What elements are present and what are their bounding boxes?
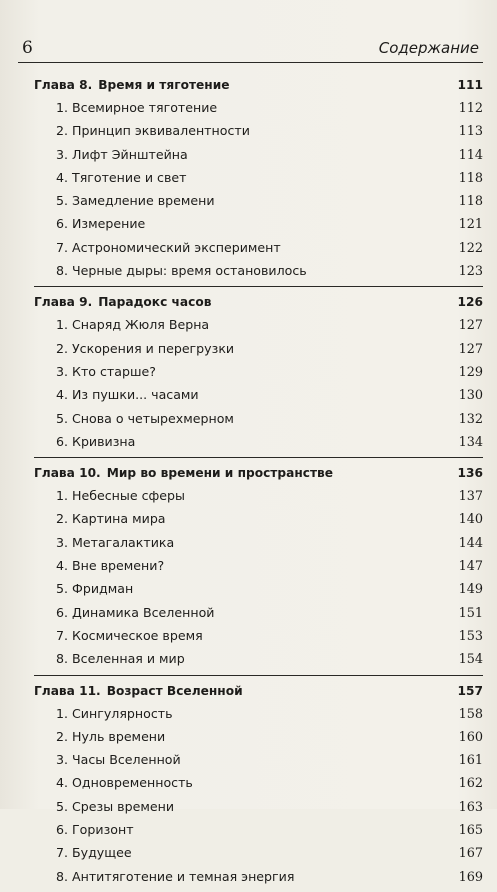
entry-number: 1. — [55, 100, 68, 115]
entry-title: Картина мира — [72, 511, 166, 527]
dot-leader — [168, 511, 457, 524]
entry-number: 7. — [55, 627, 68, 643]
dot-leader — [135, 581, 456, 594]
toc-entry[interactable] — [34, 407, 483, 430]
entry-title: Небесные сферы — [72, 488, 185, 504]
entry-number: 8. — [55, 263, 68, 279]
entry-number: 3. — [55, 146, 68, 162]
dot-leader — [309, 262, 457, 275]
entry-page-number: 113 — [458, 124, 483, 140]
entry-page-number: 154 — [458, 652, 483, 668]
chapter-block — [34, 675, 483, 892]
entry-page-number: 129 — [458, 364, 483, 380]
dot-leader — [201, 387, 457, 400]
entry-title: Из пушки... часами — [72, 387, 199, 403]
entry-page-number: 161 — [458, 753, 483, 769]
chapter-label: Глава 10. — [34, 466, 101, 481]
entry-page-number: 153 — [458, 628, 483, 644]
entry-number: 7. — [55, 845, 68, 861]
dot-leader — [147, 216, 456, 229]
entry-title: Тяготение и свет — [72, 169, 187, 185]
dot-leader — [205, 627, 457, 640]
table-of-contents — [34, 70, 483, 892]
entry-title: Кривизна — [72, 433, 136, 449]
toc-entry[interactable] — [34, 166, 483, 189]
toc-entry[interactable] — [34, 577, 483, 600]
entry-number: 4. — [55, 169, 68, 185]
entry-number: 1. — [55, 488, 68, 504]
entry-number: 2. — [55, 511, 68, 527]
chapter-title: Время и тяготение — [98, 78, 230, 92]
dot-leader — [335, 465, 456, 477]
entry-title: Вне времени? — [72, 558, 165, 574]
toc-entry[interactable] — [34, 771, 483, 794]
entry-number: 5. — [55, 193, 68, 209]
chapter-heading[interactable] — [34, 676, 483, 702]
toc-entry[interactable] — [34, 841, 483, 864]
entry-page-number: 132 — [458, 411, 483, 427]
toc-entry[interactable] — [34, 383, 483, 406]
entry-number: 4. — [55, 387, 68, 403]
dot-leader — [187, 488, 457, 501]
entry-title: Динамика Вселенной — [72, 604, 215, 620]
toc-entry[interactable] — [34, 236, 483, 259]
entry-number: 6. — [55, 604, 68, 620]
dot-leader — [232, 77, 456, 89]
toc-entry[interactable] — [34, 725, 483, 748]
entry-title: Вселенная и мир — [72, 651, 185, 667]
entry-page-number: 160 — [458, 729, 483, 745]
entry-number: 5. — [55, 581, 68, 597]
entry-number: 6. — [55, 216, 68, 232]
entry-title: Астрономический эксперимент — [72, 239, 281, 255]
entry-page-number: 163 — [458, 799, 483, 815]
dot-leader — [252, 123, 457, 136]
toc-entry[interactable] — [34, 189, 483, 212]
entry-number: 1. — [55, 317, 68, 333]
entry-page-number: 158 — [458, 706, 483, 722]
entry-page-number: 134 — [458, 434, 483, 450]
entry-title: Космическое время — [72, 627, 203, 643]
entry-page-number: 112 — [458, 101, 483, 116]
toc-entry[interactable] — [34, 601, 483, 624]
entry-number: 6. — [55, 433, 68, 449]
entry-title: Часы Вселенной — [72, 752, 181, 768]
chapter-title: Мир во времени и пространстве — [106, 466, 334, 481]
toc-entry[interactable] — [34, 313, 483, 336]
chapter-heading[interactable] — [34, 70, 483, 96]
toc-entry[interactable] — [34, 647, 483, 670]
entry-number: 2. — [55, 340, 68, 356]
entry-page-number: 144 — [458, 535, 483, 551]
entry-page-number: 149 — [458, 582, 483, 598]
entry-number: 3. — [55, 363, 68, 379]
entry-number: 2. — [55, 123, 68, 139]
entry-title: Лифт Эйнштейна — [72, 146, 188, 162]
entry-title: Снова о четырехмерном — [72, 410, 234, 426]
entry-number: 7. — [55, 239, 68, 255]
entry-number: 2. — [55, 728, 68, 744]
entry-title: Горизонт — [72, 822, 134, 838]
toc-entry[interactable] — [34, 795, 483, 818]
dot-leader — [183, 752, 457, 765]
chapter-block — [34, 457, 483, 674]
dot-leader — [158, 363, 457, 376]
running-title: Содержание — [378, 39, 479, 57]
entry-title: Срезы времени — [72, 798, 175, 814]
entry-title: Черные дыры: время остановилось — [72, 263, 307, 279]
entry-title: Будущее — [72, 845, 132, 861]
dot-leader — [166, 557, 456, 570]
header-rule — [18, 62, 483, 63]
entry-title: Снаряд Жюля Верна — [72, 317, 210, 333]
entry-title: Кто старше? — [72, 363, 156, 379]
entry-number: 5. — [55, 798, 68, 814]
entry-title: Антитяготение и темная энергия — [72, 868, 295, 884]
dot-leader — [190, 146, 457, 159]
dot-leader — [134, 845, 457, 858]
chapter-title: Возраст Вселенной — [106, 683, 243, 698]
toc-entry[interactable] — [34, 531, 483, 554]
entry-number: 6. — [55, 822, 68, 838]
dot-leader — [217, 193, 457, 206]
entry-number: 5. — [55, 410, 68, 426]
page-header — [22, 38, 483, 60]
entry-number: 1. — [55, 705, 68, 721]
entry-page-number: 140 — [458, 512, 483, 528]
entry-title: Замедление времени — [72, 193, 215, 209]
chapter-label: Глава 9. — [34, 295, 93, 310]
dot-leader — [219, 99, 456, 112]
dot-leader — [245, 682, 456, 694]
chapter-heading[interactable] — [34, 287, 483, 313]
toc-entry[interactable] — [34, 507, 483, 530]
entry-title: Всемирное тяготение — [72, 100, 218, 115]
entry-title: Метагалактика — [72, 534, 175, 550]
entry-page-number: 127 — [458, 318, 483, 334]
entry-title: Ускорения и перегрузки — [72, 340, 235, 356]
toc-entry[interactable] — [34, 748, 483, 771]
toc-entry[interactable] — [34, 702, 483, 725]
chapter-title: Парадокс часов — [98, 295, 212, 310]
entry-page-number: 167 — [458, 846, 483, 862]
entry-page-number: 165 — [458, 823, 483, 839]
toc-entry[interactable] — [34, 212, 483, 235]
entry-page-number: 118 — [458, 170, 483, 186]
page-number: 6 — [22, 38, 33, 58]
dot-leader — [283, 239, 457, 252]
chapter-page-number: 157 — [457, 683, 483, 698]
entry-number: 3. — [55, 752, 68, 768]
chapter-page-number: 136 — [457, 466, 483, 481]
toc-entry[interactable] — [34, 430, 483, 453]
entry-page-number: 130 — [458, 388, 483, 404]
chapter-label: Глава 8. — [34, 78, 93, 92]
entry-number: 4. — [55, 558, 68, 574]
entry-page-number: 121 — [458, 217, 483, 233]
dot-leader — [176, 534, 456, 547]
dot-leader — [175, 705, 457, 718]
toc-entry[interactable] — [34, 119, 483, 142]
dot-leader — [167, 728, 456, 741]
dot-leader — [188, 169, 456, 182]
entry-title: Одновременность — [72, 775, 193, 791]
toc-entry[interactable] — [34, 865, 483, 888]
dot-leader — [213, 294, 455, 306]
entry-title: Принцип эквивалентности — [72, 123, 250, 139]
toc-entry[interactable] — [34, 554, 483, 577]
entry-title: Измерение — [72, 216, 146, 232]
entry-title: Фридман — [72, 581, 134, 597]
entry-page-number: 169 — [458, 869, 483, 885]
toc-entry[interactable] — [34, 360, 483, 383]
entry-number: 3. — [55, 534, 68, 550]
toc-entry[interactable] — [34, 96, 483, 119]
toc-entry[interactable] — [34, 818, 483, 841]
entry-page-number: 137 — [458, 489, 483, 505]
chapter-block — [34, 70, 483, 286]
entry-number: 8. — [55, 651, 68, 667]
entry-page-number: 114 — [458, 147, 483, 163]
entry-title: Нуль времени — [72, 728, 166, 744]
chapter-page-number: 126 — [457, 295, 483, 310]
dot-leader — [137, 433, 456, 446]
entry-number: 4. — [55, 775, 68, 791]
toc-entry[interactable] — [34, 624, 483, 647]
dot-leader — [216, 604, 456, 617]
dot-leader — [187, 651, 457, 664]
dot-leader — [296, 868, 456, 881]
dot-leader — [136, 821, 457, 834]
entry-title: Сингулярность — [72, 705, 173, 721]
chapter-gap — [34, 888, 483, 892]
entry-number: 8. — [55, 868, 68, 884]
entry-page-number: 151 — [458, 605, 483, 621]
entry-page-number: 122 — [458, 240, 483, 256]
dot-leader — [236, 410, 457, 423]
entry-page-number: 147 — [458, 559, 483, 575]
chapter-page-number: 111 — [457, 78, 483, 92]
entry-page-number: 123 — [458, 264, 483, 280]
toc-entry[interactable] — [34, 484, 483, 507]
chapter-block — [34, 286, 483, 457]
dot-leader — [236, 340, 456, 353]
toc-entry[interactable] — [34, 337, 483, 360]
dot-leader — [195, 775, 457, 788]
toc-entry[interactable] — [34, 259, 483, 282]
entry-page-number: 118 — [458, 194, 483, 210]
entry-page-number: 127 — [458, 341, 483, 357]
dot-leader — [211, 317, 456, 330]
chapter-heading[interactable] — [34, 458, 483, 484]
chapter-label: Глава 11. — [34, 683, 101, 698]
entry-page-number: 162 — [458, 776, 483, 792]
toc-entry[interactable] — [34, 143, 483, 166]
